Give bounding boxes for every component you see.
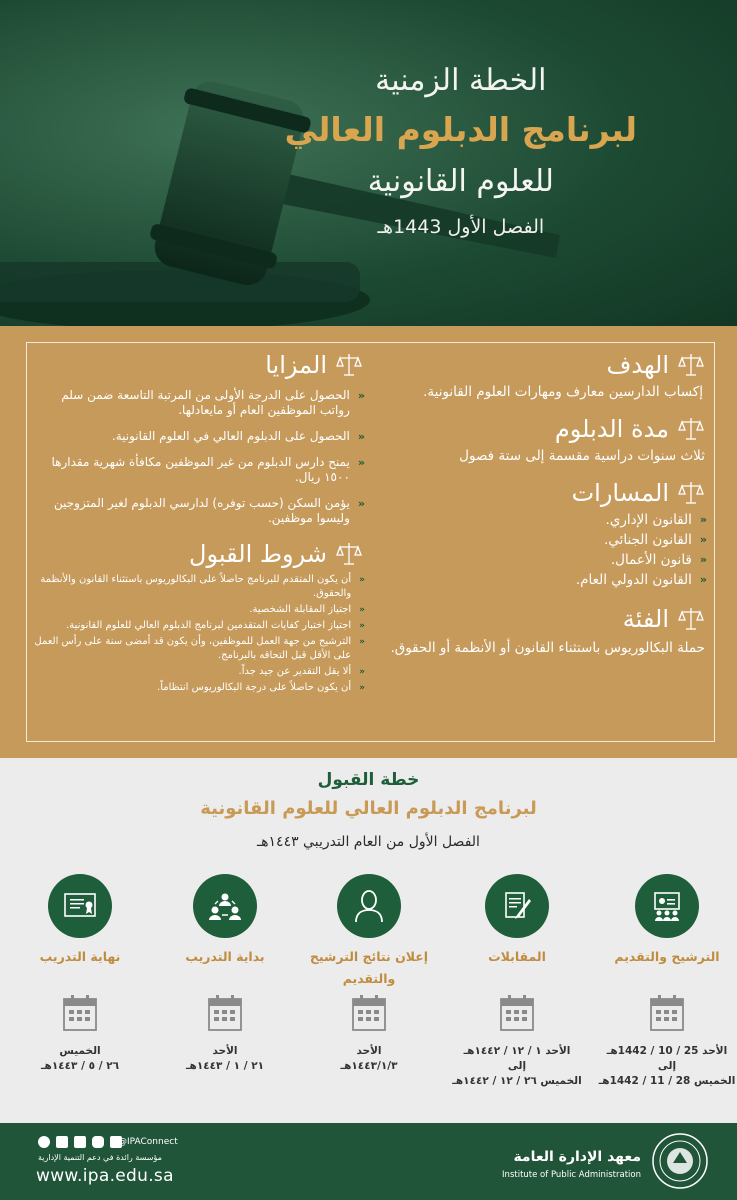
list-item: « اجتياز المقابلة الشخصية. bbox=[249, 604, 363, 615]
chevron-icon: « bbox=[359, 605, 363, 615]
chevron-icon: « bbox=[699, 553, 705, 566]
category-heading bbox=[385, 602, 705, 636]
date-block-training-start bbox=[150, 994, 300, 1074]
date-line: الأحد ١ / ١٢ / ١٤٤٢هـ bbox=[463, 1045, 571, 1057]
list-item: « أن يكون المتقدم للبرنامج حاصلاً على البكالوريوس باستثناء القانون والأنظمة والحقوق. bbox=[40, 574, 363, 599]
info-left-column bbox=[33, 348, 363, 697]
list-item: « القانون الدولي العام. bbox=[575, 572, 705, 588]
step-nomination bbox=[602, 874, 732, 968]
chevron-icon: « bbox=[357, 497, 363, 510]
date-line: الخميس 28 / 11 / 1442هـ bbox=[598, 1075, 736, 1087]
admission-list bbox=[33, 573, 363, 695]
category-text: حملة البكالوريوس باستثناء القانون أو الأنظمة أو الحقوق. bbox=[390, 640, 705, 656]
instagram-icon[interactable] bbox=[92, 1136, 104, 1148]
chevron-icon: « bbox=[357, 430, 363, 443]
admission-heading bbox=[33, 537, 363, 571]
benefits-list bbox=[33, 388, 363, 526]
org-name-english: Institute of Public Administration bbox=[502, 1170, 641, 1180]
chevron-icon: « bbox=[359, 575, 363, 585]
list-item: « يؤمن السكن (حسب توفره) لدارسي الدبلوم لغير المتزوجين وليسوا موظفين. bbox=[53, 496, 363, 525]
duration-text: ثلاث سنوات دراسية مقسمة إلى ستة فصول bbox=[459, 448, 705, 464]
date-line: الأحد bbox=[212, 1045, 238, 1057]
presentation-icon bbox=[635, 874, 699, 938]
duration-heading bbox=[385, 412, 705, 446]
scales-icon bbox=[335, 351, 363, 379]
admission-plan bbox=[0, 758, 737, 1123]
date-line: الخميس bbox=[59, 1045, 101, 1057]
scales-icon bbox=[677, 351, 705, 379]
chevron-icon: « bbox=[359, 667, 363, 677]
step-label: الترشيح والتقديم bbox=[614, 949, 720, 964]
tracks-list bbox=[385, 510, 705, 590]
social-links bbox=[38, 1136, 122, 1148]
plan-term: الفصل الأول من العام التدريبي ١٤٤٣هـ bbox=[257, 834, 480, 850]
date-line: إلى bbox=[507, 1060, 527, 1072]
step-label: المقابلات bbox=[488, 949, 546, 964]
admission-title: شروط القبول bbox=[189, 540, 327, 568]
plan-title: خطة القبول bbox=[317, 770, 420, 790]
date-line: ٢١ / ١ / ١٤٤٣هـ bbox=[185, 1060, 265, 1072]
chevron-icon: « bbox=[699, 573, 705, 586]
step-label: بداية التدريب bbox=[185, 949, 265, 964]
chevron-icon: « bbox=[699, 533, 705, 546]
chevron-icon: « bbox=[359, 621, 363, 631]
list-item: « أن يكون حاصلاً على درجة البكالوريوس انتظاماً. bbox=[157, 682, 363, 693]
tracks-heading bbox=[385, 476, 705, 510]
duration-title: مدة الدبلوم bbox=[554, 415, 669, 443]
hero-line-1: الخطة الزمنية bbox=[375, 63, 547, 98]
social-handle[interactable]: @IPAConnect bbox=[118, 1137, 178, 1147]
date-line: الأحد bbox=[356, 1045, 382, 1057]
list-item: « ألا يقل التقدير عن جيد جداً. bbox=[238, 666, 363, 677]
date-line: إلى bbox=[657, 1060, 677, 1072]
step-results bbox=[304, 874, 434, 990]
goal-heading bbox=[385, 348, 705, 382]
calendar-icon bbox=[351, 994, 387, 1032]
hero-line-2: لبرنامج الدبلوم العالي bbox=[284, 110, 637, 149]
website-link[interactable]: www.ipa.edu.sa bbox=[36, 1166, 174, 1186]
date-block-results bbox=[294, 994, 444, 1074]
calendar-icon bbox=[62, 994, 98, 1032]
twitter-icon[interactable] bbox=[38, 1136, 50, 1148]
chevron-icon: « bbox=[357, 389, 363, 402]
facebook-icon[interactable] bbox=[74, 1136, 86, 1148]
hero-line-3: للعلوم القانونية bbox=[367, 164, 554, 199]
benefits-title: المزايا bbox=[265, 351, 327, 379]
step-interviews bbox=[452, 874, 582, 968]
info-panel bbox=[0, 326, 737, 758]
hero-titles bbox=[285, 58, 637, 244]
plan-subtitle: لبرنامج الدبلوم العالي للعلوم القانونية bbox=[200, 798, 537, 819]
benefits-heading bbox=[33, 348, 363, 382]
list-item: « القانون الإداري. bbox=[605, 512, 705, 528]
hero-line-4: الفصل الأول 1443هـ bbox=[377, 216, 545, 238]
goal-title: الهدف bbox=[606, 351, 669, 379]
chevron-icon: « bbox=[359, 637, 363, 647]
ipa-seal-logo bbox=[651, 1132, 709, 1190]
list-item: « اجتياز اختبار كفايات المتقدمين لبرنامج الدبلوم العالي للعلوم القانونية. bbox=[66, 620, 363, 631]
certificate-icon bbox=[48, 874, 112, 938]
footer bbox=[0, 1123, 737, 1200]
scales-icon bbox=[677, 479, 705, 507]
chevron-icon: « bbox=[699, 513, 705, 526]
step-label: نهاية التدريب bbox=[39, 949, 121, 964]
date-block-nomination bbox=[592, 994, 737, 1089]
goal-text: إكساب الدارسين معارف ومهارات العلوم القانونية. bbox=[423, 384, 703, 400]
step-training-end bbox=[15, 874, 145, 968]
calendar-icon bbox=[499, 994, 535, 1032]
tagline: مؤسسة رائدة في دعم التنمية الإدارية bbox=[38, 1153, 162, 1162]
list-item: « الحصول على الدرجة الأولى من المرتبة التاسعة ضمن سلم رواتب الموظفين العام أو مايعادلها. bbox=[61, 388, 363, 417]
list-item: « القانون الجنائي. bbox=[604, 532, 705, 548]
list-item: « الحصول على الدبلوم العالي في العلوم القانونية. bbox=[111, 429, 363, 443]
hero-banner bbox=[0, 0, 737, 326]
chevron-icon: « bbox=[359, 683, 363, 693]
list-item: « قانون الأعمال. bbox=[610, 552, 705, 568]
list-item: « يمنح دارس الدبلوم من غير الموظفين مكافأة شهرية مقدارها ١٥٠٠ ريال. bbox=[51, 455, 363, 484]
calendar-icon bbox=[649, 994, 685, 1032]
youtube-icon[interactable] bbox=[56, 1136, 68, 1148]
category-title: الفئة bbox=[622, 605, 669, 633]
scales-icon bbox=[335, 540, 363, 568]
date-block-training-end bbox=[5, 994, 155, 1074]
date-line: ٢٦ / ٥ / ١٤٤٣هـ bbox=[40, 1060, 120, 1072]
chevron-icon: « bbox=[357, 456, 363, 469]
list-item: « الترشيح من جهة العمل للموظفين، وأن يكون قد أمضى سنة على رأس العمل على الأقل قبل التحاقه بالبرنامج. bbox=[34, 636, 363, 661]
date-block-interviews bbox=[442, 994, 592, 1089]
group-icon bbox=[193, 874, 257, 938]
org-name-arabic: معهد الإدارة العامة bbox=[513, 1149, 641, 1165]
scales-icon bbox=[677, 605, 705, 633]
date-line: الخميس ٢٦ / ١٢ / ١٤٤٢هـ bbox=[452, 1075, 582, 1087]
document-pen-icon bbox=[485, 874, 549, 938]
step-label: إعلان نتائج الترشيح والتقديم bbox=[309, 949, 429, 986]
date-line: ١٤٤٣/١/٣هـ bbox=[340, 1060, 398, 1072]
date-line: الأحد 25 / 10 / 1442هـ bbox=[606, 1045, 728, 1057]
person-icon bbox=[337, 874, 401, 938]
scales-icon bbox=[677, 415, 705, 443]
step-training-start bbox=[160, 874, 290, 968]
info-right-column bbox=[385, 348, 705, 660]
calendar-icon bbox=[207, 994, 243, 1032]
tracks-title: المسارات bbox=[571, 479, 669, 507]
